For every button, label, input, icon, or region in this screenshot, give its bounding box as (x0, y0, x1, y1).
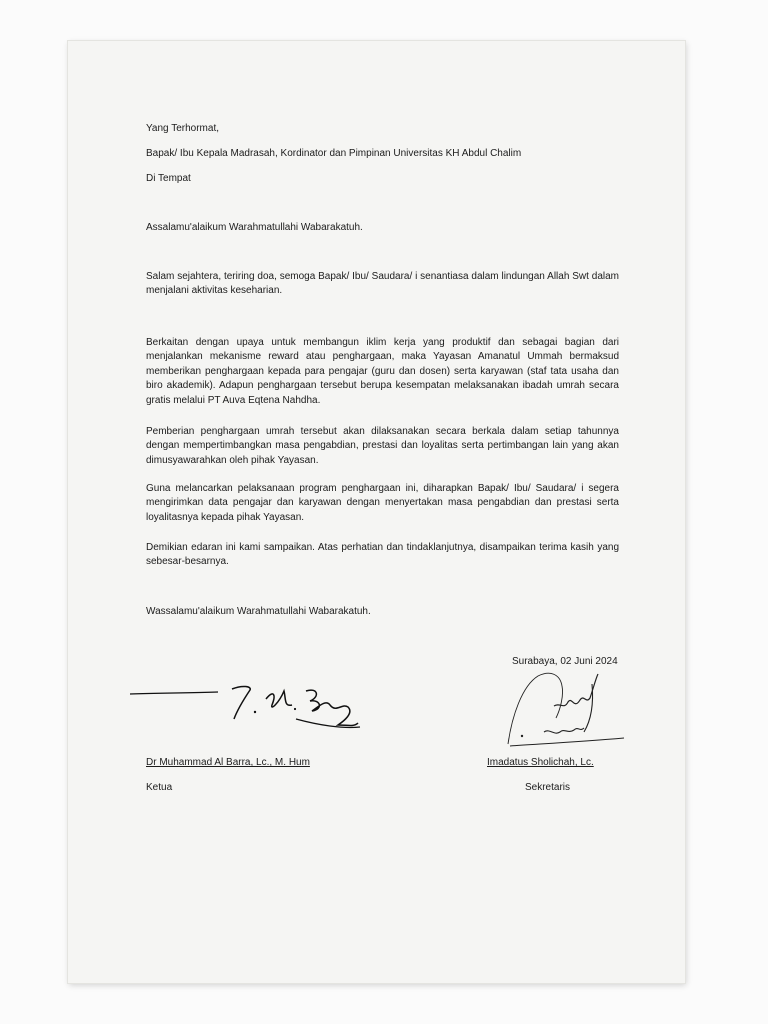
paragraph-text: Pemberian penghargaan umrah tersebut akan dilaksanakan secara berkala dalam setiap tahunnya dengan mempertimbangkan masa pengabdian, prestasi dan loyalitas serta pertimbangan lain yang akan dimusyawarahkan oleh pihak Yayasan. (146, 426, 619, 466)
signature-left (128, 681, 358, 751)
opening-greeting: Assalamu'alaikum Warahmatullahi Wabarakatuh. (146, 222, 363, 233)
letter-page (68, 41, 685, 983)
paragraph-wellwishes (146, 270, 619, 299)
paragraph-text: Demikian edaran ini kami sampaikan. Atas perhatian dan tindaklanjutnya, disampaikan terima kasih yang sebesar-besarnya. (146, 542, 619, 568)
paragraph-request (146, 482, 619, 525)
paragraph-closing-remarks (146, 541, 619, 570)
paragraph-purpose (146, 336, 619, 408)
signatory-right-role: Sekretaris (525, 782, 571, 793)
closing-greeting: Wassalamu'alaikum Warahmatullahi Wabarakatuh. (146, 606, 371, 617)
place-date: Surabaya, 02 Juni 2024 (512, 656, 618, 667)
signature-right (498, 666, 638, 756)
signatory-right-name: Imadatus Sholichah, Lc. (487, 757, 594, 768)
location: Di Tempat (146, 173, 191, 184)
paragraph-text: Salam sejahtera, teriring doa, semoga Bapak/ Ibu/ Saudara/ i senantiasa dalam lindungan Allah Swt dalam menjalani aktivitas keseharian. (146, 271, 619, 297)
paragraph-text: Berkaitan dengan upaya untuk membangun iklim kerja yang produktif dan sebagai bagian dari menjalankan mekanisme reward atau penghargaan, maka Yayasan Amanatul Ummah bermaksud memberikan penghargaan kepada para pengajar (guru dan dosen) serta karyawan (staf tata usaha dan biro akademik). Adapun penghargaan tersebut berupa kesempatan melaksanakan ibadah umrah secara gratis melalui PT Auva Eqtena Nahdha. (146, 337, 619, 406)
signatory-left-role: Ketua (146, 782, 173, 793)
salutation: Yang Terhormat, (146, 123, 220, 134)
paragraph-schedule (146, 425, 619, 468)
paragraph-text: Guna melancarkan pelaksanaan program penghargaan ini, diharapkan Bapak/ Ibu/ Saudara/ i segera mengirimkan data pengajar dan karyawan dengan menyertakan masa pengabdian dan prestasi serta loyalitasnya kepada pihak Yayasan. (146, 483, 619, 523)
recipient: Bapak/ Ibu Kepala Madrasah, Kordinator dan Pimpinan Universitas KH Abdul Chalim (146, 148, 522, 159)
signatory-left-name: Dr Muhammad Al Barra, Lc., M. Hum (146, 757, 310, 768)
